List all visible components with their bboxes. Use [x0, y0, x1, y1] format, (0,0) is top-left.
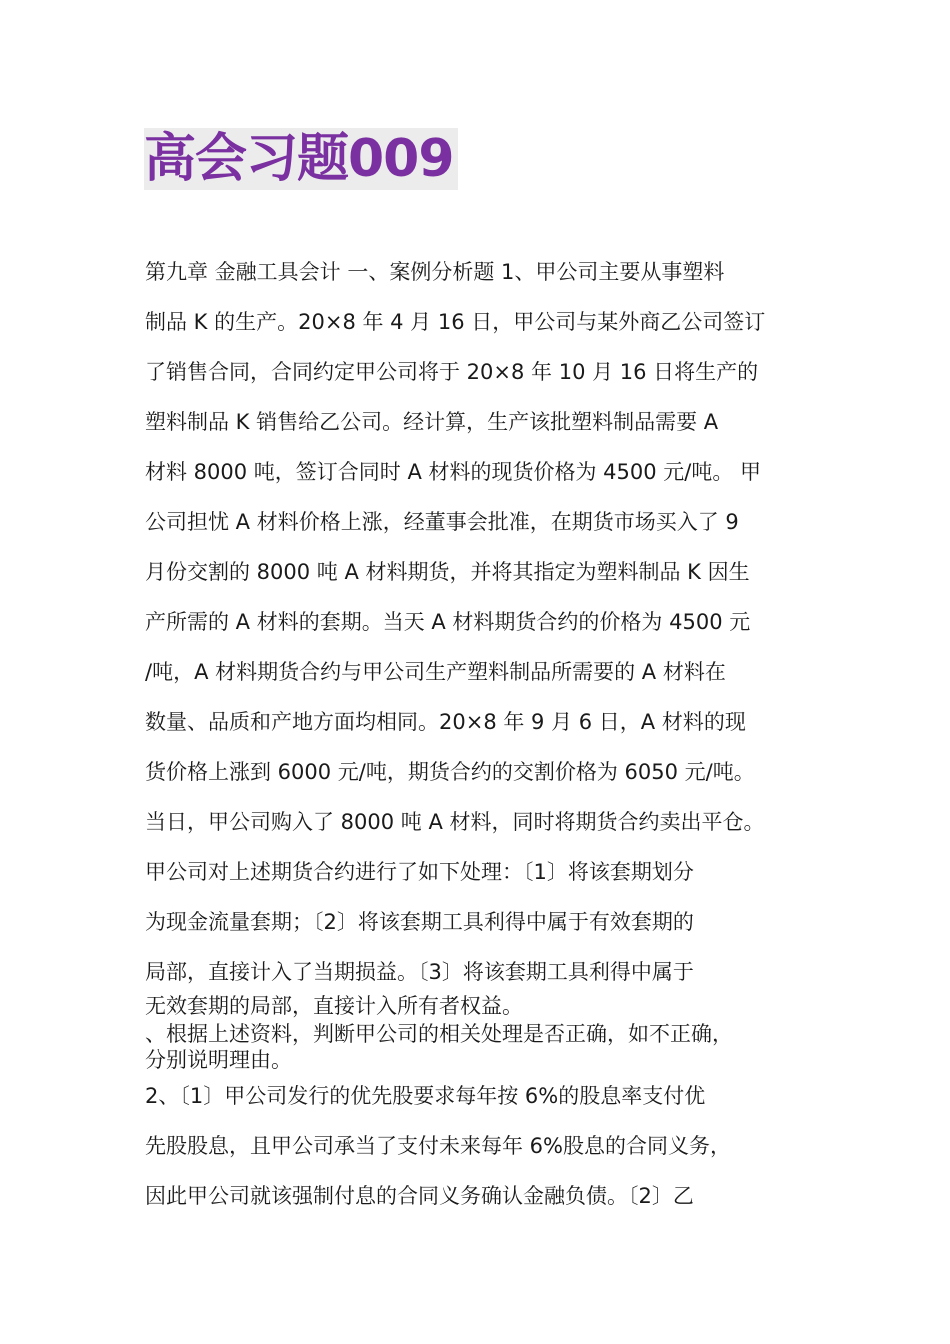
- text-line: 月份交割的 8000 吨 A 材料期货，并将其指定为塑料制品 K 因生: [145, 560, 750, 584]
- text-line: 局部，直接计入了当期损益。〔3〕将该套期工具利得中属于: [145, 960, 694, 984]
- text-line: 制品 K 的生产。20×8 年 4 月 16 日，甲公司与某外商乙公司签订: [145, 310, 766, 334]
- text-line: 货价格上涨到 6000 元/吨，期货合约的交割价格为 6050 元/吨。: [145, 760, 755, 784]
- text-line: 因此甲公司就该强制付息的合同义务确认金融负债。〔2〕乙: [145, 1184, 694, 1208]
- text-line: 甲公司对上述期货合约进行了如下处理：〔1〕将该套期划分: [145, 860, 694, 884]
- text-line: 为现金流量套期；〔2〕将该套期工具利得中属于有效套期的: [145, 910, 694, 934]
- text-line: 2、〔1〕甲公司发行的优先股要求每年按 6%的股息率支付优: [145, 1084, 706, 1108]
- text-line: 先股股息，且甲公司承当了支付未来每年 6%股息的合同义务，: [145, 1134, 731, 1158]
- text-line: /吨，A 材料期货合约与甲公司生产塑料制品所需要的 A 材料在: [145, 660, 726, 684]
- text-line: 、根据上述资料，判断甲公司的相关处理是否正确，如不正确，: [145, 1022, 733, 1046]
- text-line: 材料 8000 吨，签订合同时 A 材料的现货价格为 4500 元/吨。 甲: [145, 460, 762, 484]
- text-line: 公司担忧 A 材料价格上涨，经董事会批准，在期货市场买入了 9: [145, 510, 739, 534]
- text-line: 数量、品质和产地方面均相同。20×8 年 9 月 6 日，A 材料的现: [145, 710, 746, 734]
- text-line: 当日，甲公司购入了 8000 吨 A 材料，同时将期货合约卖出平仓。: [145, 810, 765, 834]
- text-line: 分别说明理由。: [145, 1048, 292, 1072]
- text-line: 塑料制品 K 销售给乙公司。经计算，生产该批塑料制品需要 A: [145, 410, 719, 434]
- text-line: 第九章 金融工具会计 一、案例分析题 1、甲公司主要从事塑料: [145, 260, 725, 284]
- text-line: 了销售合同，合同约定甲公司将于 20×8 年 10 月 16 日将生产的: [145, 360, 759, 384]
- document-title: 高会习题009: [144, 128, 458, 190]
- text-line: 无效套期的局部，直接计入所有者权益。: [145, 994, 523, 1018]
- text-line: 产所需的 A 材料的套期。当天 A 材料期货合约的价格为 4500 元: [145, 610, 751, 634]
